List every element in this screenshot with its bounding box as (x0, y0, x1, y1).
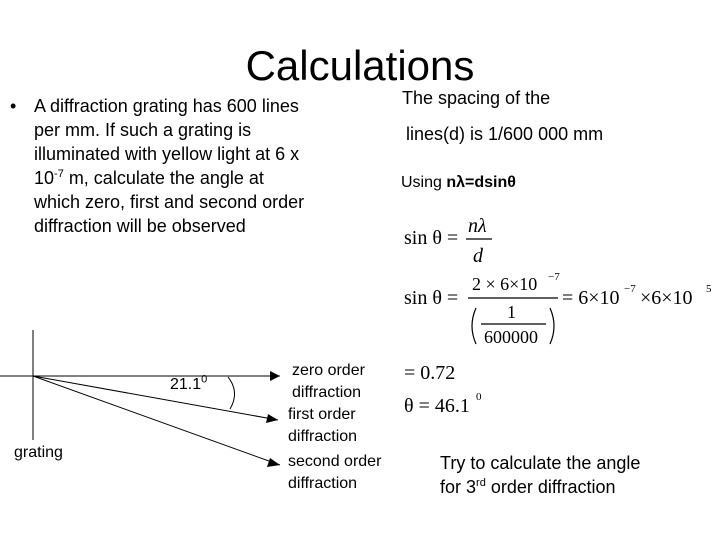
first-order-line-1: first order (288, 406, 356, 423)
angle-degree: 0 (201, 373, 208, 386)
zero-order-line-1: zero order (292, 362, 365, 379)
question-exponent: -7 (54, 168, 64, 180)
left-paren (472, 308, 476, 344)
equation-area (396, 212, 720, 422)
eq2-rhs-exp1: −7 (624, 283, 636, 295)
question-part-1: A diffraction grating has 600 lines per mm. If such a grating is illuminated with yellow light at 6 x 10 (34, 96, 300, 188)
try-ordinal: rd (476, 477, 486, 489)
first-order-label (288, 404, 388, 448)
eq2-rhs-exp2: 5 (706, 283, 712, 295)
try-exercise (440, 451, 710, 499)
eq1-lhs: sin θ = (404, 227, 459, 249)
eq1-denominator: d (473, 245, 483, 267)
second-order-line-1: second order (288, 453, 382, 470)
page-title: Calculations (245, 42, 475, 89)
grating-label: grating (14, 444, 63, 461)
angle-arc (228, 377, 235, 409)
eq2-inner-one: 1 (507, 302, 516, 322)
second-order-line-2: diffraction (288, 475, 358, 492)
eq2-times: ×6×10 (640, 287, 693, 309)
question-text (10, 94, 310, 238)
question-part-2: m, calculate the angle at which zero, first and second order diffraction will be observed (34, 168, 305, 236)
eq1-numerator: nλ (468, 215, 487, 237)
first-order-line-2: diffraction (288, 428, 358, 445)
second-order-ray (33, 373, 280, 465)
angle-value: 21.1 (170, 376, 202, 393)
right-paren (550, 308, 554, 344)
result-theta: θ = 46.1 (404, 395, 470, 417)
try-line-2a: for 3 (440, 477, 477, 497)
first-order-ray (33, 373, 278, 420)
zero-order-line-2: diffraction (292, 384, 362, 401)
zero-order-arrow (270, 371, 280, 381)
second-order-label (288, 451, 408, 495)
using-prefix: Using (401, 174, 447, 191)
spacing-line-1: The spacing of the (402, 88, 551, 108)
eq2-inner-den: 600000 (484, 327, 538, 347)
try-line-1: Try to calculate the angle (440, 453, 641, 473)
eq2-numerator-exp: −7 (548, 271, 560, 283)
angle-label (170, 373, 208, 394)
spacing-line-2: lines(d) is 1/600 000 mm (406, 124, 604, 144)
result-degree: 0 (476, 391, 482, 403)
eq2-rhs: = 6×10 (562, 287, 620, 309)
try-line-2b: order diffraction (485, 477, 616, 497)
eq2-numerator: 2 × 6×10 (472, 274, 538, 294)
try-line-2 (440, 475, 710, 499)
bullet: • (10, 96, 17, 116)
result-072: = 0.72 (404, 362, 456, 384)
first-order-arrow (266, 414, 278, 423)
eq2-lhs: sin θ = (404, 287, 459, 309)
formula-text: nλ=dsinθ (446, 174, 516, 191)
using-formula (401, 174, 516, 192)
zero-order-label (292, 360, 392, 404)
second-order-arrow (267, 458, 280, 467)
